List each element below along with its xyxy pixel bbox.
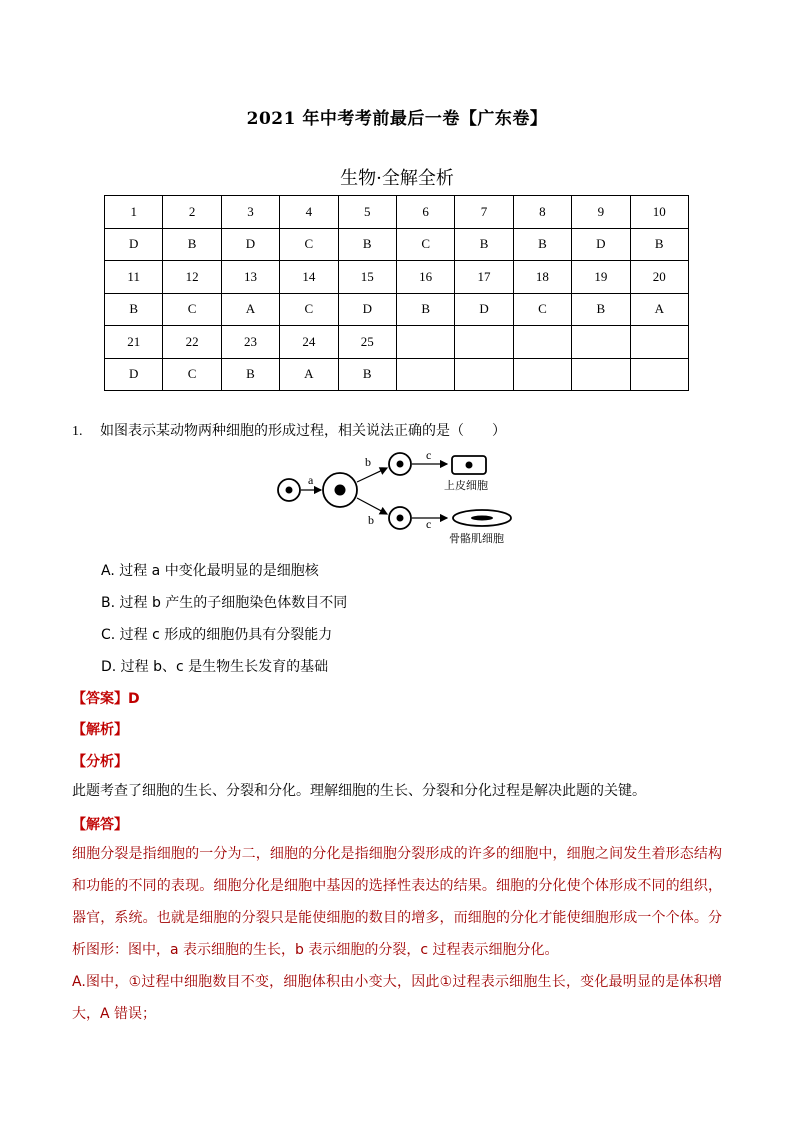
- label-b-top: b: [365, 455, 371, 469]
- table-cell: 4: [280, 196, 338, 229]
- table-cell: 10: [630, 196, 688, 229]
- table-cell: [513, 358, 571, 391]
- fenxi-label: 【分析】: [72, 754, 128, 770]
- table-cell: 23: [221, 326, 279, 359]
- option-a: A. 过程 a 中变化最明显的是细胞核: [101, 563, 319, 579]
- table-cell: D: [572, 228, 630, 261]
- option-c: C. 过程 c 形成的细胞仍具有分裂能力: [101, 627, 333, 643]
- answer-label: 【答案】D: [72, 691, 140, 707]
- fenxi-text: 此题考查了细胞的生长、分裂和分化。理解细胞的生长、分裂和分化过程是解决此题的关键。: [72, 783, 646, 799]
- table-cell: D: [105, 358, 163, 391]
- option-a-explanation: A.图中，①过程中细胞数目不变，细胞体积由小变大，因此①过程表示细胞生长，变化最明显的是体积增大，A 错误；: [72, 974, 722, 1022]
- table-row-numbers: [105, 326, 689, 359]
- question-text: 如图表示某动物两种细胞的形成过程，相关说法正确的是（ ）: [100, 423, 506, 439]
- table-cell: [630, 358, 688, 391]
- table-cell: 13: [221, 261, 279, 294]
- table-cell: [455, 358, 513, 391]
- table-cell: 16: [396, 261, 454, 294]
- skeletal-muscle-cell: [453, 510, 511, 526]
- table-cell: B: [630, 228, 688, 261]
- table-cell: 8: [513, 196, 571, 229]
- grown-cell: [323, 473, 357, 507]
- table-cell: 3: [221, 196, 279, 229]
- table-cell: C: [280, 228, 338, 261]
- table-cell: D: [455, 293, 513, 326]
- table-cell: 22: [163, 326, 221, 359]
- table-cell: B: [513, 228, 571, 261]
- label-c-top: c: [426, 448, 432, 462]
- table-cell: 14: [280, 261, 338, 294]
- table-row-answers: [105, 293, 689, 326]
- table-cell: B: [105, 293, 163, 326]
- table-cell: 20: [630, 261, 688, 294]
- table-cell: 11: [105, 261, 163, 294]
- table-cell: B: [572, 293, 630, 326]
- analysis-label: 【解析】: [72, 722, 128, 738]
- table-cell: 9: [572, 196, 630, 229]
- table-row-answers: [105, 228, 689, 261]
- table-cell: 19: [572, 261, 630, 294]
- table-cell: [630, 326, 688, 359]
- table-cell: 7: [455, 196, 513, 229]
- daughter-cell-bottom: [389, 507, 411, 529]
- table-cell: B: [163, 228, 221, 261]
- table-cell: B: [396, 293, 454, 326]
- table-cell: A: [630, 293, 688, 326]
- initial-cell: [278, 479, 300, 501]
- epithelial-cell: [452, 456, 486, 474]
- table-cell: 25: [338, 326, 396, 359]
- table-cell: C: [163, 358, 221, 391]
- table-cell: D: [221, 228, 279, 261]
- table-row-numbers: [105, 196, 689, 229]
- arrow-b-bottom: [357, 498, 387, 514]
- answer-table: [104, 195, 689, 391]
- table-cell: [396, 358, 454, 391]
- table-cell: A: [221, 293, 279, 326]
- table-cell: B: [338, 358, 396, 391]
- table-cell: D: [105, 228, 163, 261]
- question-1: [72, 420, 506, 440]
- table-cell: B: [455, 228, 513, 261]
- table-cell: B: [221, 358, 279, 391]
- table-cell: [455, 326, 513, 359]
- table-cell: 12: [163, 261, 221, 294]
- table-cell: 15: [338, 261, 396, 294]
- table-cell: 2: [163, 196, 221, 229]
- table-cell: A: [280, 358, 338, 391]
- label-skeletal-muscle-cell: 骨骼肌细胞: [449, 532, 504, 545]
- table-row-numbers: [105, 261, 689, 294]
- cell-differentiation-diagram: [272, 446, 532, 552]
- table-cell: 6: [396, 196, 454, 229]
- table-cell: 21: [105, 326, 163, 359]
- document-title: 2021 年中考考前最后一卷【广东卷】: [246, 109, 548, 129]
- jieda-text: 细胞分裂是指细胞的一分为二，细胞的分化是指细胞分裂形成的许多的细胞中，细胞之间发生着形态结构和功能的不同的表现。细胞分化是细胞中基因的选择性表达的结果。细胞的分化使个体形成不同的组织，器官，系统。也就是细胞的分裂只是能使细胞的数目的增多，而细胞的分化才能使细胞形成一个个体。分析图形：图中，a 表示细胞的生长，b 表示细胞的分裂，c 过程表示细胞分化。: [72, 846, 722, 958]
- table-cell: D: [338, 293, 396, 326]
- table-cell: B: [338, 228, 396, 261]
- table-cell: [572, 326, 630, 359]
- table-cell: 1: [105, 196, 163, 229]
- table-cell: [513, 326, 571, 359]
- label-epithelial-cell: 上皮细胞: [444, 479, 488, 492]
- table-row-answers: [105, 358, 689, 391]
- label-a: a: [308, 473, 314, 487]
- option-b: B. 过程 b 产生的子细胞染色体数目不同: [101, 595, 348, 611]
- table-cell: C: [513, 293, 571, 326]
- daughter-cell-top: [389, 453, 411, 475]
- question-number: 1.: [72, 424, 83, 439]
- table-cell: 24: [280, 326, 338, 359]
- arrow-b-top: [357, 468, 387, 482]
- jieda-label: 【解答】: [72, 817, 128, 833]
- table-cell: C: [396, 228, 454, 261]
- table-cell: [572, 358, 630, 391]
- table-cell: C: [280, 293, 338, 326]
- table-cell: [396, 326, 454, 359]
- table-cell: 17: [455, 261, 513, 294]
- table-cell: C: [163, 293, 221, 326]
- label-b-bottom: b: [368, 513, 374, 527]
- label-c-bottom: c: [426, 517, 432, 531]
- document-subtitle: 生物·全解全析: [340, 168, 454, 189]
- option-d: D. 过程 b、c 是生物生长发育的基础: [101, 659, 329, 675]
- table-cell: 5: [338, 196, 396, 229]
- table-cell: 18: [513, 261, 571, 294]
